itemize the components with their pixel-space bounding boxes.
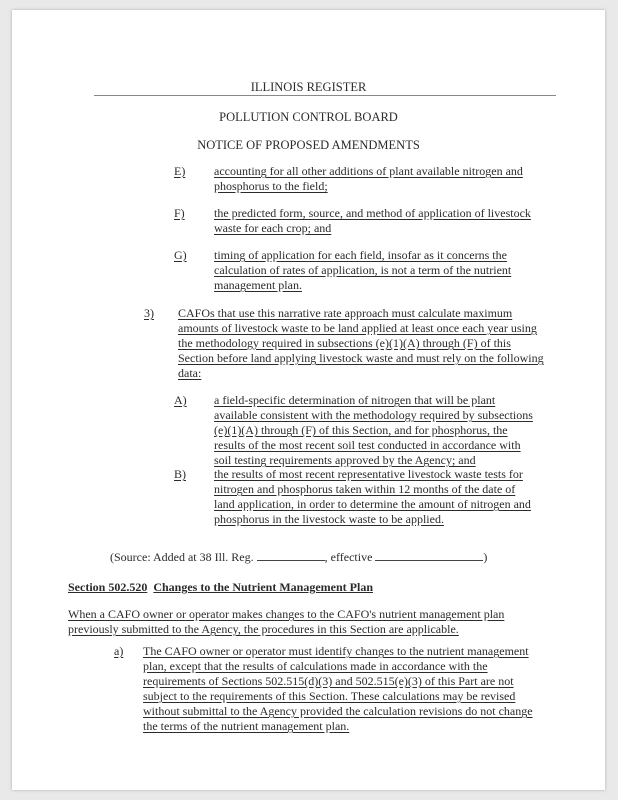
item-f-label: F) (174, 206, 185, 220)
effective-date-blank (375, 550, 483, 561)
source-note (110, 550, 487, 565)
board-title: POLLUTION CONTROL BOARD (219, 110, 398, 124)
item-a-label: a) (114, 644, 124, 658)
section-intro: When a CAFO owner or operator makes changes to the CAFO's nutrient management plan previously submitted to the Agency, the procedures in this Section are applicable. (68, 607, 505, 636)
source-suffix: ) (483, 550, 488, 564)
register-blank (257, 550, 325, 561)
section-title: Changes to the Nutrient Management Plan (153, 580, 373, 594)
header-rule (94, 95, 556, 96)
source-middle: , effective (324, 550, 373, 564)
item-a-sub-text: a field-specific determination of nitrogen that will be plant available consistent with the methodology required by subsections (e)(1)(A) through (F) of this Section, and for phosphorus, the results of the most recent soil test conducted in accordance with soil testing requirements approved by the Agency; and (214, 393, 533, 467)
item-e-label: E) (174, 164, 186, 178)
item-g-text: timing of application for each field, insofar as it concerns the calculation of rates of application, is not a term of the nutrient management plan. (214, 248, 512, 292)
item-b-sub-label: B) (174, 467, 186, 481)
item-f-text: the predicted form, source, and method of application of livestock waste for each crop; and (214, 206, 531, 235)
section-number: Section 502.520 (68, 580, 148, 594)
item-a-sub-label: A) (174, 393, 187, 407)
item-a-text: The CAFO owner or operator must identify changes to the nutrient management plan, except that the results of calculations made in accordance with the requirements of Sections 502.515(d)(3) and 502.515(e)(3) of this Part are not subject to the requirements of this Section. These calculations may be revised without submittal to the Agency provided the calculation revisions do not change the terms of the nutrient management plan. (143, 644, 533, 733)
item-b-sub-text: the results of most recent representative livestock waste tests for nitrogen and phosphorus taken within 12 months of the date of land application, in order to determine the amount of nitrogen and phosphorus in the livestock waste to be applied. (214, 467, 531, 526)
item-g-label: G) (174, 248, 187, 262)
item-3-text: CAFOs that use this narrative rate approach must calculate maximum amounts of livestock waste to be land applied at least once each year using the methodology required in subsections (e)(1)(A) through (F) of this Section before land applying livestock waste and must rely on the following data: (178, 306, 544, 380)
item-e-text: accounting for all other additions of plant available nitrogen and phosphorus to the field; (214, 164, 523, 193)
section-heading (68, 580, 373, 595)
notice-title: NOTICE OF PROPOSED AMENDMENTS (197, 138, 420, 152)
item-3-label: 3) (144, 306, 154, 320)
document-page (12, 10, 605, 790)
register-title: ILLINOIS REGISTER (250, 80, 367, 94)
source-prefix: (Source: Added at 38 Ill. Reg. (110, 550, 254, 564)
